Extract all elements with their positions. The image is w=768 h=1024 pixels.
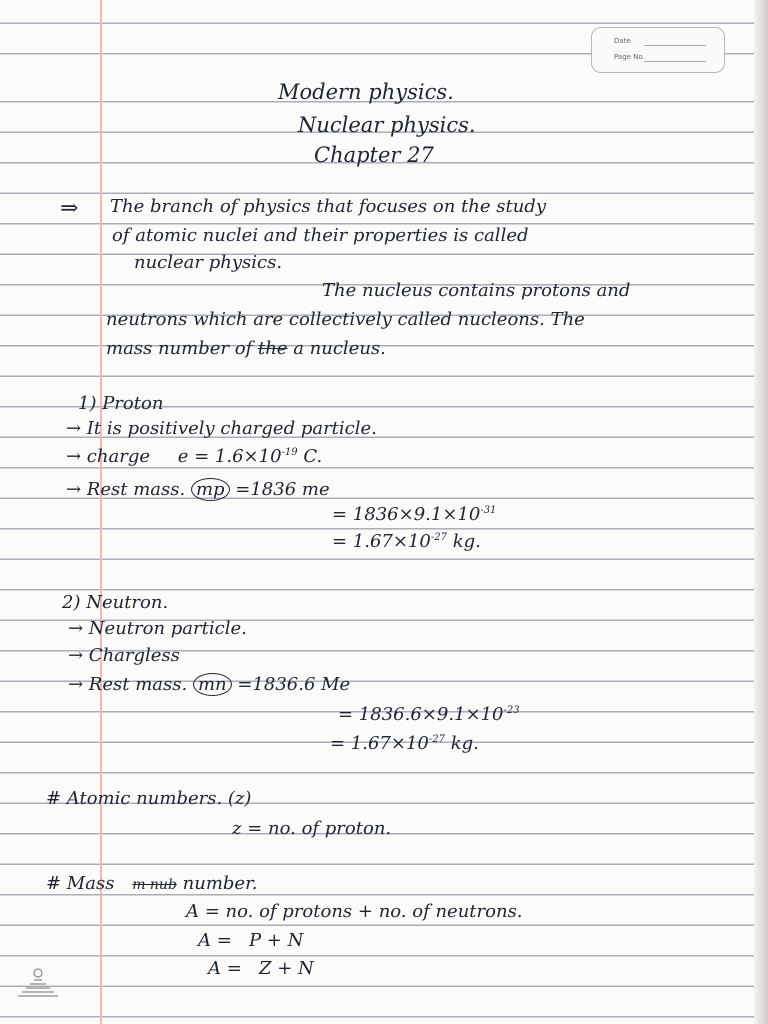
neutron-mass-step-1-value: = 1836.6×9.1×10 [338, 704, 504, 725]
proton-charge-label: → charge [66, 446, 150, 467]
page-no-line [644, 61, 706, 62]
proton-rest-mass-label: → Rest mass. [66, 479, 186, 500]
proton-mass-step-2-exp: -27 [430, 532, 447, 543]
intro-line-6a: mass number of [106, 338, 253, 359]
date-line [644, 45, 706, 46]
page-no-label: Page No. [614, 53, 645, 61]
mass-heading-number: number. [182, 873, 258, 894]
mass-number-definition: A = no. of protons + no. of neutrons. [186, 901, 523, 922]
intro-line-2: of atomic nuclei and their properties is called [112, 225, 529, 246]
neutron-mass-step-2-exp: -27 [428, 734, 445, 745]
neutron-point-1: → Neutron particle. [68, 618, 247, 639]
proton-mass-step-1-value: = 1836×9.1×10 [332, 504, 481, 525]
neutron-mass-step-1-exp: -23 [503, 705, 520, 716]
intro-line-4: The nucleus contains protons and [322, 280, 631, 301]
neutron-mass-unit: kg. [450, 733, 479, 754]
proton-charge-value: e = 1.6×10 [177, 446, 282, 467]
atomic-number-heading: # Atomic numbers. (z) [46, 788, 252, 809]
notebook-logo-icon [14, 964, 62, 1000]
margin-line [100, 0, 102, 1024]
title-line-1: Modern physics. [278, 80, 454, 104]
proton-point-2 [66, 448, 322, 466]
intro-line-3: nuclear physics. [134, 252, 283, 273]
intro-struck-word: the [257, 338, 288, 359]
neutron-mass-step-2 [330, 735, 479, 753]
proton-heading: 1) Proton [78, 393, 164, 414]
proton-mass-step-2-value: = 1.67×10 [332, 531, 431, 552]
date-label: Date [614, 37, 631, 45]
intro-line-6 [106, 340, 386, 358]
neutron-mass-symbol: mn [193, 673, 232, 696]
mass-struck-word: m nub [132, 877, 177, 893]
proton-mass-step-1 [332, 506, 496, 524]
mass-number-equation-1: A = P + N [198, 930, 304, 951]
neutron-heading: 2) Neutron. [62, 592, 169, 613]
neutron-rest-mass-value: =1836.6 Me [237, 674, 351, 695]
date-page-box [591, 27, 725, 73]
intro-line-5: neutrons which are collectively called nucleons. The [106, 309, 585, 330]
implies-arrow-icon: ⇒ [60, 196, 79, 221]
page-edge [754, 0, 768, 1024]
mass-heading-word: # Mass [46, 873, 115, 894]
proton-charge-unit: C. [303, 446, 323, 467]
neutron-point-3 [68, 676, 350, 694]
proton-mass-symbol: mp [191, 478, 230, 501]
proton-mass-unit: kg. [452, 531, 481, 552]
intro-line-6c: a nucleus. [293, 338, 386, 359]
neutron-point-2: → Chargless [68, 645, 180, 666]
mass-number-equation-2: A = Z + N [208, 958, 314, 979]
proton-charge-exp: -19 [281, 447, 298, 458]
mass-number-heading [46, 875, 257, 893]
neutron-mass-step-2-value: = 1.67×10 [330, 733, 429, 754]
neutron-rest-mass-label: → Rest mass. [68, 674, 188, 695]
atomic-number-definition: z = no. of proton. [232, 818, 392, 839]
proton-point-1: → It is positively charged particle. [66, 418, 377, 439]
title-line-2: Nuclear physics. [298, 113, 476, 137]
proton-rest-mass-value: =1836 me [235, 479, 330, 500]
proton-mass-step-2 [332, 533, 481, 551]
proton-mass-step-1-exp: -31 [480, 505, 497, 516]
neutron-mass-step-1 [338, 706, 520, 724]
intro-line-1: The branch of physics that focuses on the study [110, 196, 546, 217]
title-line-3: Chapter 27 [314, 143, 434, 167]
proton-point-3 [66, 481, 330, 499]
